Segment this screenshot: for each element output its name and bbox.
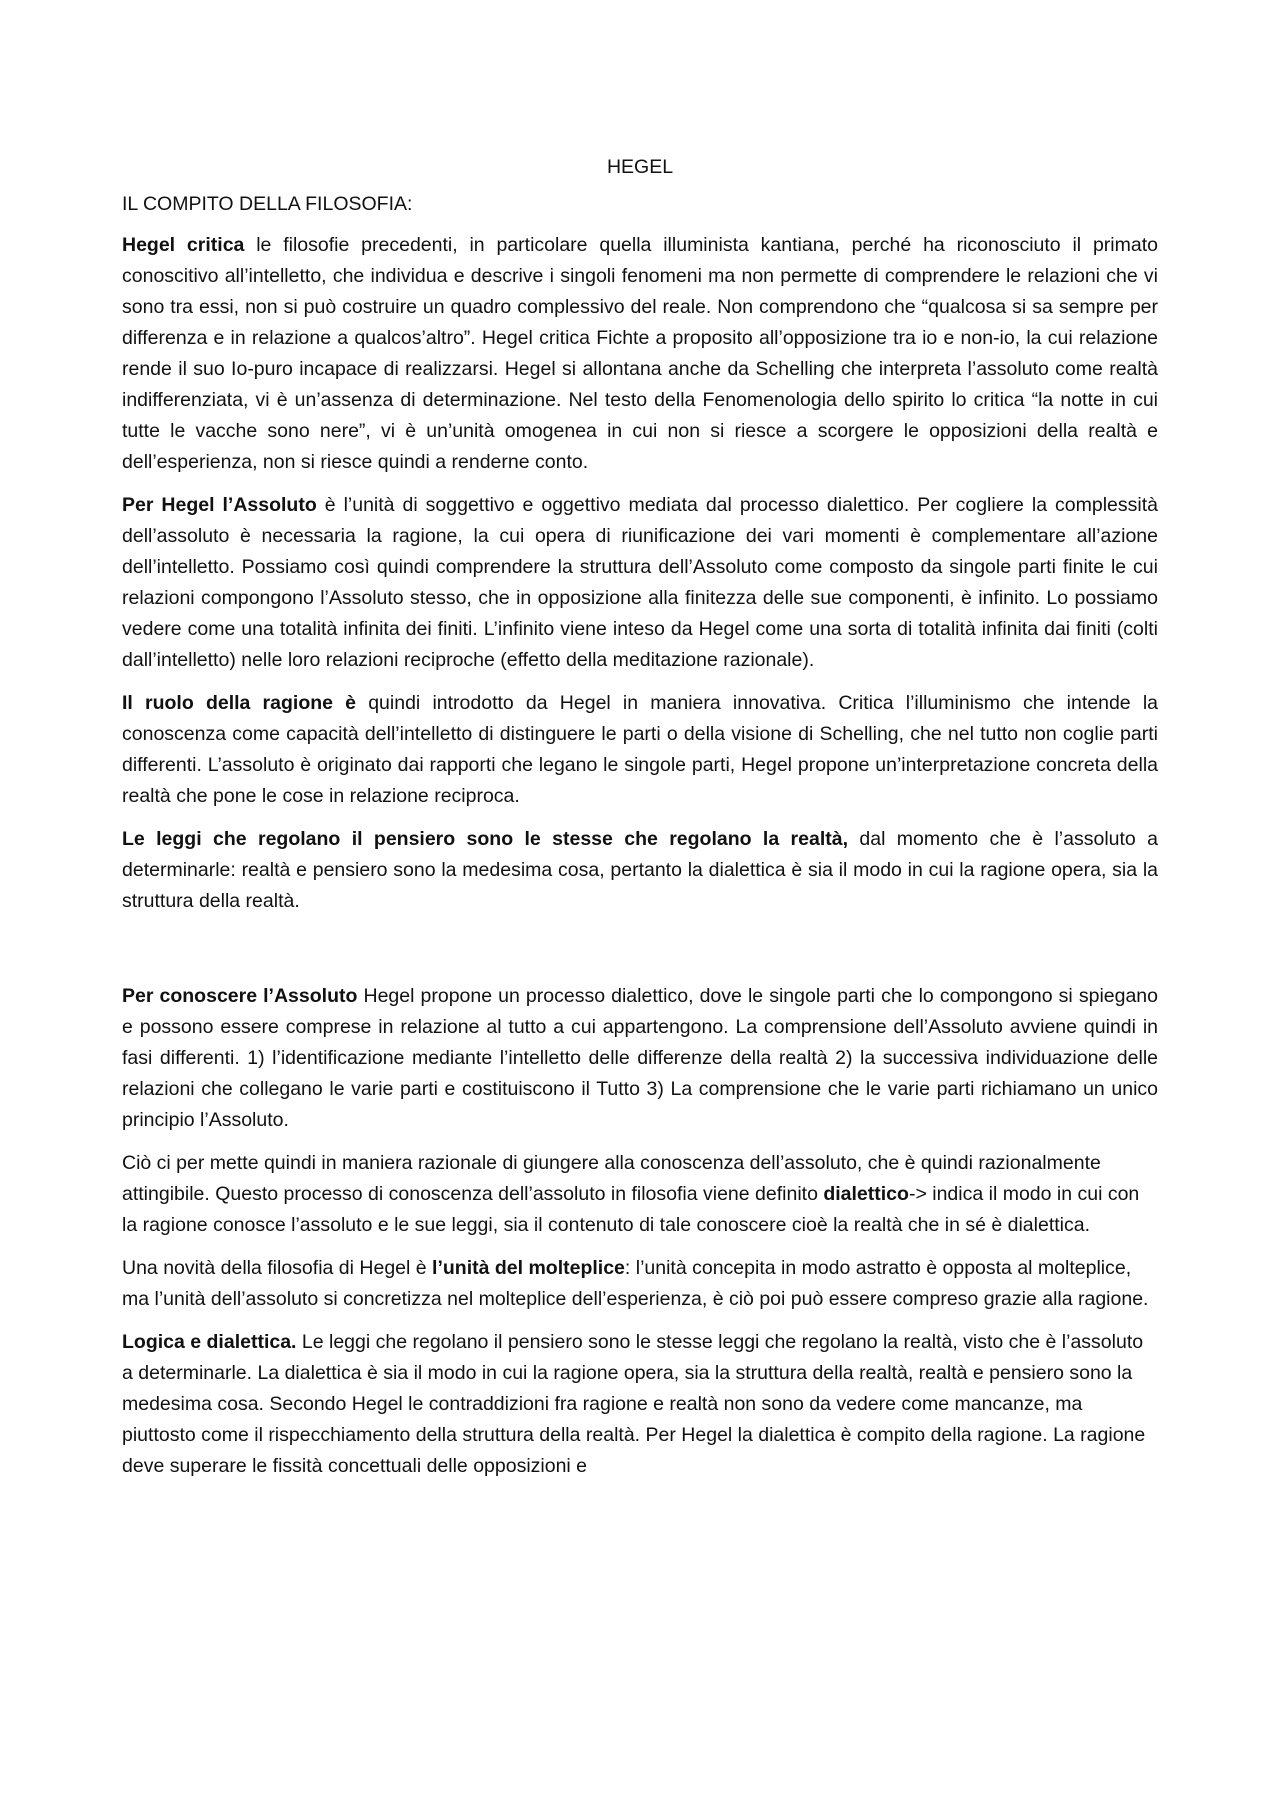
paragraph-lead: Hegel critica bbox=[122, 234, 245, 256]
paragraph-text: le filosofie precedenti, in particolare quella illuminista kantiana, perché ha riconosciuto il primato conoscitivo all’intelletto, che individua e descrive i singoli fenomeni ma non permette di comprendere le relazioni che vi sono tra essi, non si può costruire un quadro complessivo del reale. Non comprendono che “qualcosa si sa sempre per differenza e in relazione a qualcos’altro”. Hegel critica Fichte a proposito all’opposizione tra io e non-io, la cui relazione rende il suo Io-puro incapace di realizzarsi. Hegel si allontana anche da Schelling che interpreta l’assoluto come realtà indifferenziata, vi è un’assenza di determinazione. Nel testo della Fenomenologia dello spirito lo critica “la notte in cui tutte le vacche sono nere”, vi è un’unità omogenea in cui non si riesce a scorgere le opposizioni della realtà e dell’esperienza, non si riesce quindi a renderne conto. bbox=[122, 234, 1158, 473]
paragraph-leggi bbox=[122, 824, 1158, 917]
paragraph-logica-dialettica bbox=[122, 1327, 1158, 1482]
paragraph-bold-term: l’unità del molteplice bbox=[432, 1257, 625, 1279]
paragraph-lead: Per conoscere l’Assoluto bbox=[122, 985, 358, 1007]
paragraph-text: Hegel propone un processo dialettico, dove le singole parti che lo compongono si spiegano e possono essere comprese in relazione al tutto a cui appartengono. La comprensione dell’Assoluto avviene quindi in fasi differenti. 1) l’identificazione mediante l’intelletto delle differenze della realtà 2) la successiva individuazione delle relazioni che collegano le varie parti e costituiscono il Tutto 3) La comprensione che le varie parti richiamano un unico principio l’Assoluto. bbox=[122, 985, 1158, 1131]
blank-line bbox=[122, 929, 1158, 981]
paragraph-lead: Le leggi che regolano il pensiero sono le stesse che regolano la realtà, bbox=[122, 828, 849, 850]
document-title: HEGEL bbox=[606, 156, 674, 178]
paragraph-text-after: -> indica il modo in cui con la ragione conosce l’assoluto e le sue leggi, sia il contenuto di tale conoscere cioè la realtà che in sé è dialettica. bbox=[122, 1183, 1140, 1236]
paragraph-lead: Il ruolo della ragione è bbox=[122, 692, 357, 714]
paragraph-text: Le leggi che regolano il pensiero sono le stesse leggi che regolano la realtà, visto che è l’assoluto a determinarle. La dialettica è sia il modo in cui la ragione opera, sia la struttura della realtà, realtà e pensiero sono la medesima cosa. Secondo Hegel le contraddizioni fra ragione e realtà non sono da vedere come mancanze, ma piuttosto come il rispecchiamento della struttura della realtà. Per Hegel la dialettica è compito della ragione. La ragione deve superare le fissità concettuali delle opposizioni e bbox=[122, 1331, 1146, 1477]
paragraph-text-before: Una novità della filosofia di Hegel è bbox=[122, 1257, 433, 1279]
paragraph-text-after: : l’unità concepita in modo astratto è opposta al molteplice, ma l’unità dell’assoluto si concretizza nel molteplice dell’esperienza, è ciò poi può essere compreso grazie alla ragione. bbox=[122, 1257, 1149, 1310]
paragraph-dialettico bbox=[122, 1148, 1158, 1241]
paragraph-text-before: Ciò ci per mette quindi in maniera razionale di giungere alla conoscenza dell’assoluto, che è quindi razionalmente attingibile. Questo processo di conoscenza dell’assoluto in filosofia viene definito bbox=[122, 1152, 1101, 1205]
section-heading: IL COMPITO DELLA FILOSOFIA: bbox=[122, 193, 413, 215]
paragraph-bold-term: dialettico bbox=[823, 1183, 909, 1205]
paragraph-lead: Per Hegel l’Assoluto bbox=[122, 494, 317, 516]
paragraph-hegel-critica bbox=[122, 230, 1158, 478]
paragraph-assoluto bbox=[122, 490, 1158, 676]
paragraph-unita-molteplice bbox=[122, 1253, 1158, 1315]
paragraph-lead: Logica e dialettica. bbox=[122, 1331, 297, 1353]
document-body bbox=[122, 152, 1158, 1494]
paragraph-text: dal momento che è l’assoluto a determinarle: realtà e pensiero sono la medesima cosa, pertanto la dialettica è sia il modo in cui la ragione opera, sia la struttura della realtà. bbox=[122, 828, 1158, 912]
paragraph-ruolo-ragione bbox=[122, 688, 1158, 812]
paragraph-text: è l’unità di soggettivo e oggettivo mediata dal processo dialettico. Per cogliere la complessità dell’assoluto è necessaria la ragione, la cui opera di riunificazione dei vari momenti è complementare all’azione dell’intelletto. Possiamo così quindi comprendere la struttura dell’Assoluto come composto da singole parti finite le cui relazioni compongono l’Assoluto stesso, che in opposizione alla finitezza delle sue componenti, è infinito. Lo possiamo vedere come una totalità infinita dei finiti. L’infinito viene inteso da Hegel come una sorta di totalità infinita dai finiti (colti dall’intelletto) nelle loro relazioni reciproche (effetto della meditazione razionale). bbox=[122, 494, 1158, 671]
paragraph-text: quindi introdotto da Hegel in maniera innovativa. Critica l’illuminismo che intende la conoscenza come capacità dell’intelletto di distinguere le parti o della visione di Schelling, che nel tutto non coglie parti differenti. L’assoluto è originato dai rapporti che legano le singole parti, Hegel propone un’interpretazione concreta della realtà che pone le cose in relazione reciproca. bbox=[122, 692, 1159, 807]
paragraph-conoscere-assoluto bbox=[122, 981, 1158, 1136]
